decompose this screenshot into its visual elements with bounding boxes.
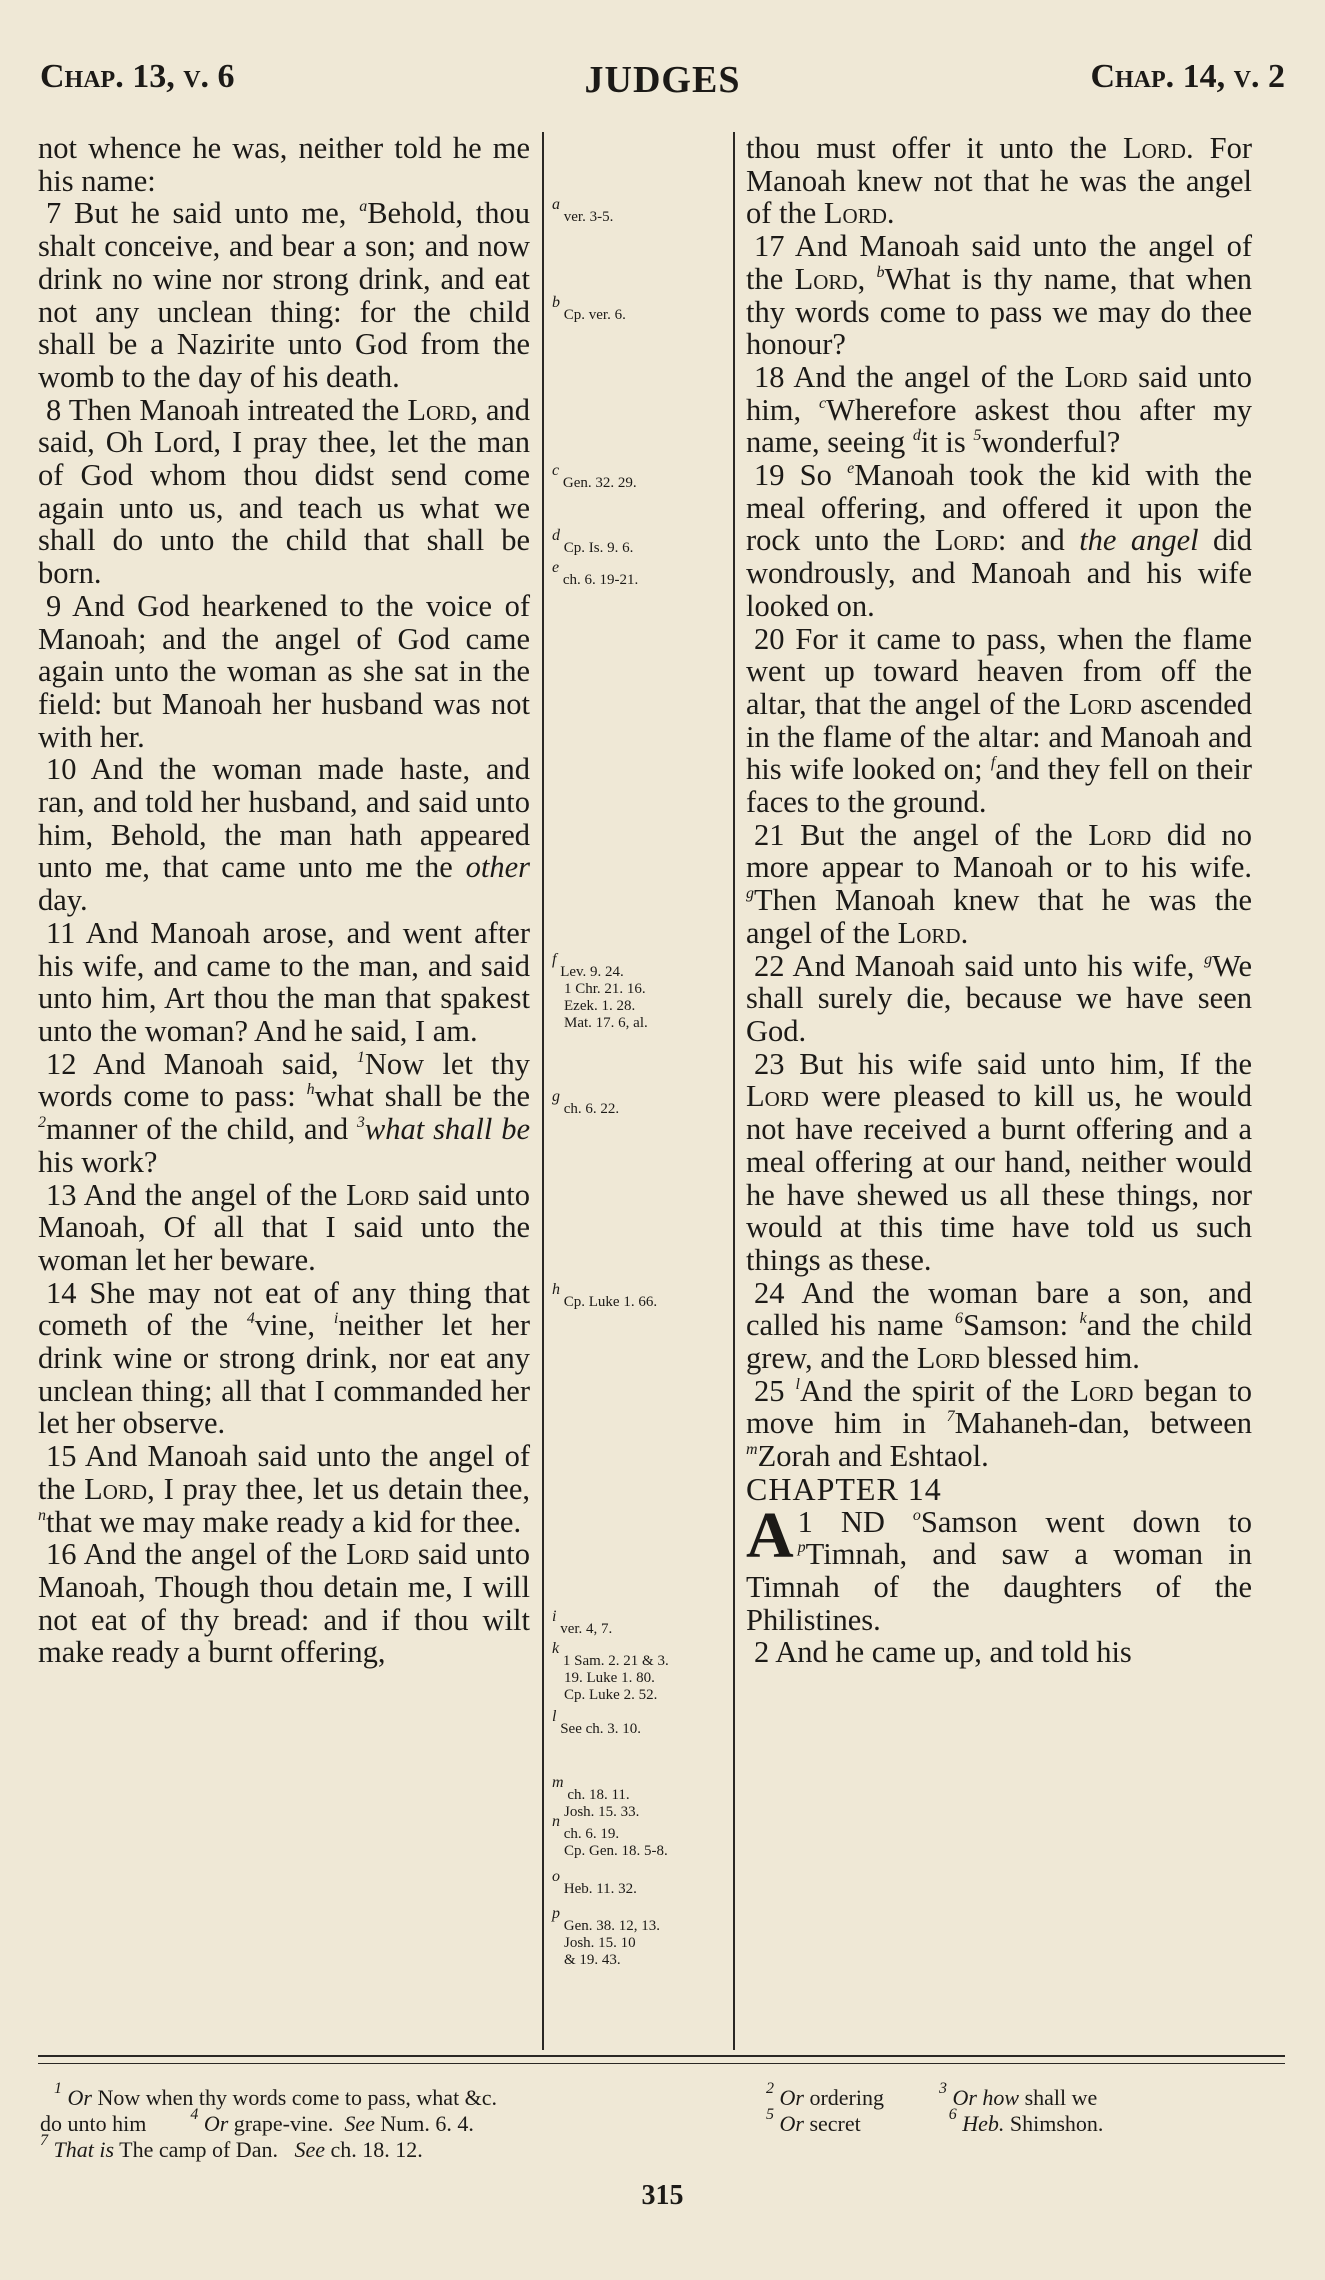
verse-14: 14 She may not eat of any thing that cometh of the $^4$vine, $^i$neither let her drink wine or strong drink, nor eat any unclean thing; all that I commanded her let her observe. — [38, 1275, 531, 1441]
footnote-5-6: $^5$ Or secret $^6$ Heb. Shimshon. — [766, 2106, 1104, 2136]
verse-24: 24 And the woman bare a son, and called his name $^6$Samson: $^k$and the child grew, and the Lord blessed him. — [746, 1275, 1253, 1376]
verse-23: 23 But his wife said unto him, If the Lord were pleased to kill us, he would not have received a burnt offering and a meal offering at our hand, neither would he have shewed us all these things, nor would at this time have told us such things as these. — [746, 1046, 1253, 1277]
footnotes-right — [766, 2080, 1306, 2137]
verse-20: 20 For it came to pass, when the flame went up toward heaven from off the altar, that the angel of the Lord ascended in the flame of the altar: and Manoah and his wife looked on; $^f$and they fell on their faces to the ground. — [746, 621, 1252, 820]
verse-22: 22 And Manoah said unto his wife, $^g$We shall surely die, because we have seen God. — [746, 948, 1253, 1048]
margin-ref-d: $^d$ Cp. Is. 9. 6. — [552, 527, 634, 556]
footnote-rule-second — [38, 2063, 1285, 2064]
chapter-14-verse-2: 2 And he came up, and told his — [754, 1635, 1132, 1670]
margin-ref-m: $^m$ ch. 18. 11. Josh. 15. 33. — [552, 1774, 640, 1820]
margin-ref-a: $^a$ ver. 3-5. — [552, 196, 614, 225]
right-text-column — [746, 132, 1252, 1669]
verse-12: 12 And Manoah said, $^1$Now let thy words come to pass: $^h$what shall be the $^2$manner of the child, and $^3$what shall be his work? — [38, 1046, 531, 1179]
margin-ref-i: $^i$ ver. 4, 7. — [552, 1608, 613, 1637]
verse-7: 7 But he said unto me, $^a$Behold, thou shalt conceive, and bear a son; and now drink no wine nor strong drink, and eat not any unclean thing: for the child shall be a Nazirite unto God from the womb to the day of his death. — [38, 196, 530, 394]
verse-17: 17 And Manoah said unto the angel of the Lord, $^b$What is thy name, that when thy words come to pass we may do thee honour? — [746, 229, 1252, 362]
verse-8: 8 Then Manoah intreated the Lord, and said, Oh Lord, I pray thee, let the man of God whom thou didst send come again unto us, and teach us what we shall do unto the child that shall be born. — [38, 392, 530, 591]
running-header — [40, 58, 1285, 118]
verse-15: 15 And Manoah said unto the angel of the Lord, I pray thee, let us detain thee, $^n$that we may make ready a kid for thee. — [38, 1439, 531, 1539]
verse-19: 19 So $^e$Manoah took the kid with the meal offering, and offered it upon the rock unto the Lord: and the angel did wondrously, and Manoah and his wife looked on. — [746, 458, 1253, 623]
verse-16-continuation: thou must offer it unto the Lord. For Manoah knew not that he was the angel of the Lord. — [746, 131, 1253, 231]
verse-25: 25 $^l$And the spirit of the Lord began to move him in $^7$Mahaneh-dan, between $^m$Zorah and Eshtaol. — [746, 1373, 1253, 1474]
margin-ref-n: $^n$ ch. 6. 19. Cp. Gen. 18. 5-8. — [552, 1813, 668, 1859]
verse-11: 11 And Manoah arose, and went after his wife, and came to the man, and said unto him, Art thou the man that spakest unto the woman? And he said, I am. — [38, 915, 530, 1048]
footnote-3-4: do unto him $^4$ Or grape-vine. See Num. 6. 4. — [40, 2106, 474, 2136]
verse-6-continuation: not whence he was, neither told he me his name: — [38, 131, 530, 198]
chapter-heading: CHAPTER 14 — [746, 1470, 942, 1507]
verse-18: 18 And the angel of the Lord said unto him, $^c$Wherefore askest thou after my name, seeing $^d$it is $^5$wonderful? — [746, 359, 1253, 460]
verse-13: 13 And the angel of the Lord said unto Manoah, Of all that I said unto the woman let her beware. — [38, 1177, 531, 1277]
verse-16: 16 And the angel of the Lord said unto Manoah, Though thou detain me, I will not eat of thy bread: and if thou wilt make ready a burnt offering, — [38, 1537, 531, 1670]
verse-21: 21 But the angel of the Lord did no more appear to Manoah or to his wife. $^g$Then Manoah knew that he was the angel of the Lord. — [746, 817, 1252, 950]
header-right-reference: Chap. 14, v. 2 — [1090, 58, 1285, 95]
footnote-7: $^7$ That is The camp of Dan. See ch. 18. 12. — [40, 2132, 423, 2162]
footnotes-left — [40, 2080, 720, 2163]
margin-ref-l: $^l$ See ch. 3. 10. — [552, 1708, 642, 1737]
margin-ref-c: $^c$ Gen. 32. 29. — [552, 462, 637, 491]
margin-ref-o: $^o$ Heb. 11. 32. — [552, 1868, 637, 1897]
left-text-column — [38, 132, 530, 1669]
margin-ref-f: $^f$ Lev. 9. 24. 1 Chr. 21. 16. Ezek. 1. 28. Mat. 17. 6, al. — [552, 951, 648, 1031]
column-rule-left — [542, 132, 544, 2050]
margin-ref-g: $^g$ ch. 6. 22. — [552, 1088, 620, 1117]
margin-ref-b: $^b$ Cp. ver. 6. — [552, 294, 626, 323]
margin-ref-e: $^e$ ch. 6. 19-21. — [552, 559, 639, 588]
chapter-14-verse-1: 1 A ND $^o$Samson went down to $^p$Timnah, and saw a woman in Timnah of the daughters of the Philistines. — [746, 1498, 1253, 1637]
margin-ref-k: $^k$ 1 Sam. 2. 21 & 3. 19. Luke 1. 80. Cp. Luke 2. 52. — [552, 1640, 669, 1703]
footnote-2-3: $^2$ Or ordering $^3$ Or how shall we — [766, 2080, 1098, 2110]
header-book-title: JUDGES — [584, 59, 741, 101]
footnote-rule-top — [38, 2055, 1285, 2057]
drop-cap: A — [746, 1498, 794, 1572]
footnote-1: $^1$ Or Now when thy words come to pass, what &c. — [54, 2080, 498, 2110]
verse-10: 10 And the woman made haste, and ran, and told her husband, and said unto him, Behold, the man hath appeared unto me, that came unto me the other day. — [38, 752, 530, 918]
margin-ref-p: $^p$ Gen. 38. 12, 13. Josh. 15. 10 & 19. 43. — [552, 1905, 660, 1968]
margin-ref-h: $^h$ Cp. Luke 1. 66. — [552, 1281, 658, 1310]
header-left-reference: Chap. 13, v. 6 — [40, 58, 235, 95]
verse-9: 9 And God hearkened to the voice of Manoah; and the angel of God came again unto the woman as she sat in the field: but Manoah her husband was not with her. — [38, 588, 530, 754]
column-rule-right — [733, 132, 735, 2050]
page-number: 315 — [641, 2180, 684, 2211]
